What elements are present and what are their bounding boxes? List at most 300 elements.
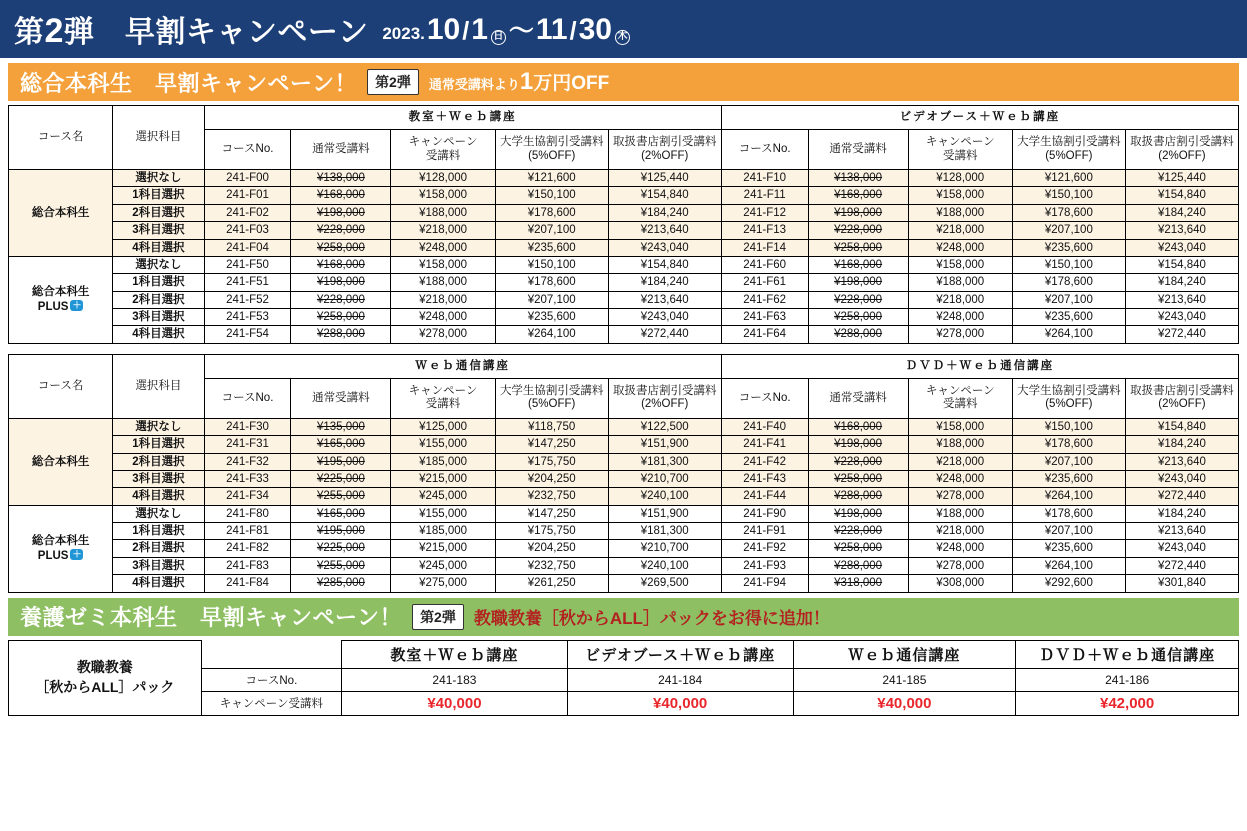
- normal-fee-cell: ¥168,000: [808, 187, 908, 204]
- campaign-fee-cell: ¥185,000: [391, 453, 495, 470]
- sogo-honkasei-band: [8, 63, 1239, 101]
- normal-fee-cell: ¥288,000: [808, 557, 908, 574]
- course-no-cell: 241-F11: [721, 187, 808, 204]
- course-no-cell: 241-F43: [721, 470, 808, 487]
- course-no-cell: 241-F60: [721, 256, 808, 273]
- col-normal-fee-left: 通常受講料: [291, 130, 391, 170]
- agency-fee-line2: (2%OFF): [641, 149, 689, 162]
- agency-fee-cell: ¥210,700: [608, 540, 721, 557]
- band-chip: 第2弾: [412, 604, 464, 630]
- coop-fee-cell: ¥178,600: [1012, 204, 1125, 221]
- coop-fee-cell: ¥178,600: [495, 204, 608, 221]
- course-no-cell: 241-F30: [204, 418, 291, 435]
- pack-fee-1: ¥40,000: [342, 691, 568, 715]
- agency-fee-cell: ¥151,900: [608, 505, 721, 522]
- normal-fee-cell: ¥255,000: [291, 488, 391, 505]
- table-row: [9, 204, 1239, 221]
- coop-fee-cell: ¥150,100: [495, 256, 608, 273]
- campaign-fee-line2: 受講料: [942, 149, 978, 162]
- course-no-cell: 241-F91: [721, 523, 808, 540]
- coop-fee-cell: ¥232,750: [495, 488, 608, 505]
- note-unit: 万円: [533, 73, 572, 94]
- table-row: [9, 239, 1239, 256]
- agency-fee-cell: ¥213,640: [1125, 222, 1238, 239]
- course-label-line1: 総合本科生: [31, 535, 90, 548]
- date-month-start: 10: [426, 13, 461, 46]
- yogo-zemi-band: [8, 598, 1239, 636]
- pack-fee-3: ¥40,000: [793, 691, 1016, 715]
- campaign-period: [382, 11, 631, 47]
- normal-fee-cell: ¥258,000: [808, 470, 908, 487]
- course-no-cell: 241-F32: [204, 453, 291, 470]
- agency-fee-cell: ¥184,240: [1125, 274, 1238, 291]
- agency-fee-line2: (2%OFF): [1158, 149, 1206, 162]
- campaign-fee-line1: キャンペーン: [925, 136, 995, 149]
- course-label-line2: PLUS: [37, 300, 69, 313]
- table-row: [9, 523, 1239, 540]
- plus-icon: ＋: [72, 548, 82, 559]
- table-row: [9, 256, 1239, 273]
- campaign-fee-cell: ¥248,000: [908, 470, 1012, 487]
- col-normal-fee-left: 通常受講料: [291, 378, 391, 418]
- coop-fee-cell: ¥292,600: [1012, 575, 1125, 592]
- campaign-fee-cell: ¥248,000: [908, 239, 1012, 256]
- normal-fee-cell: ¥165,000: [291, 436, 391, 453]
- note-pre: 通常受講料より: [428, 77, 520, 92]
- price-table-2: [8, 354, 1239, 593]
- course-no-cell: 241-F62: [721, 291, 808, 308]
- campaign-fee-cell: ¥188,000: [908, 436, 1012, 453]
- campaign-fee-cell: ¥158,000: [908, 256, 1012, 273]
- normal-fee-cell: ¥255,000: [291, 557, 391, 574]
- course-no-cell: 241-F41: [721, 436, 808, 453]
- agency-fee-cell: ¥184,240: [608, 274, 721, 291]
- coop-fee-cell: ¥235,600: [495, 239, 608, 256]
- pack-course-title-2: ビデオブース＋Ｗｅｂ講座: [567, 640, 793, 668]
- coop-fee-cell: ¥150,100: [495, 187, 608, 204]
- campaign-fee-cell: ¥278,000: [391, 326, 495, 343]
- agency-fee-cell: ¥213,640: [608, 222, 721, 239]
- campaign-fee-cell: ¥158,000: [391, 187, 495, 204]
- select-subject-cell: 4科目選択: [113, 575, 204, 592]
- campaign-fee-cell: ¥155,000: [391, 505, 495, 522]
- note-off: OFF: [571, 73, 610, 94]
- course-no-cell: 241-F44: [721, 488, 808, 505]
- course-no-cell: 241-F63: [721, 309, 808, 326]
- normal-fee-cell: ¥258,000: [808, 540, 908, 557]
- normal-fee-cell: ¥165,000: [291, 505, 391, 522]
- agency-fee-cell: ¥243,040: [1125, 540, 1238, 557]
- select-subject-cell: 2科目選択: [113, 453, 204, 470]
- agency-fee-cell: ¥243,040: [1125, 309, 1238, 326]
- group-header-row: [9, 354, 1239, 378]
- coop-fee-cell: ¥235,600: [1012, 239, 1125, 256]
- coop-fee-cell: ¥204,250: [495, 470, 608, 487]
- col-course-no-left: コースNo.: [204, 378, 291, 418]
- campaign-fee-cell: ¥128,000: [908, 170, 1012, 187]
- select-subject-cell: 4科目選択: [113, 488, 204, 505]
- course-no-cell: 241-F04: [204, 239, 291, 256]
- table-row: [9, 505, 1239, 522]
- title-number: 2: [44, 12, 64, 50]
- coop-fee-line2: (5%OFF): [1045, 149, 1093, 162]
- title-post: 弾 早割キャンペーン: [63, 16, 369, 49]
- normal-fee-cell: ¥195,000: [291, 523, 391, 540]
- normal-fee-cell: ¥168,000: [808, 256, 908, 273]
- campaign-fee-cell: ¥218,000: [908, 291, 1012, 308]
- pack-row-label-no: コースNo.: [201, 668, 341, 691]
- select-subject-cell: 選択なし: [113, 170, 204, 187]
- normal-fee-cell: ¥288,000: [808, 326, 908, 343]
- pack-section: [8, 640, 1239, 716]
- normal-fee-cell: ¥228,000: [808, 453, 908, 470]
- title-pre: 第: [14, 16, 45, 49]
- select-subject-cell: 4科目選択: [113, 326, 204, 343]
- select-subject-cell: 3科目選択: [113, 470, 204, 487]
- agency-fee-cell: ¥184,240: [608, 204, 721, 221]
- table-row: [9, 453, 1239, 470]
- col-campaign-fee-left: [391, 130, 495, 170]
- coop-fee-cell: ¥175,750: [495, 523, 608, 540]
- agency-fee-cell: ¥181,300: [608, 453, 721, 470]
- agency-fee-cell: ¥243,040: [608, 309, 721, 326]
- agency-fee-cell: ¥154,840: [1125, 418, 1238, 435]
- course-no-cell: 241-F42: [721, 453, 808, 470]
- col-agency-fee-left: [608, 130, 721, 170]
- coop-fee-cell: ¥207,100: [1012, 453, 1125, 470]
- agency-fee-cell: ¥272,440: [608, 326, 721, 343]
- select-subject-cell: 1科目選択: [113, 274, 204, 291]
- col-select-subject: 選択科目: [113, 354, 204, 418]
- coop-fee-cell: ¥175,750: [495, 453, 608, 470]
- normal-fee-cell: ¥225,000: [291, 540, 391, 557]
- course-no-cell: 241-F34: [204, 488, 291, 505]
- normal-fee-cell: ¥228,000: [808, 291, 908, 308]
- coop-fee-cell: ¥235,600: [1012, 309, 1125, 326]
- band-note: 教職教養［秋からALL］パックをお得に追加！: [473, 609, 830, 628]
- table-row: [9, 326, 1239, 343]
- pack-course-no-3: 241-185: [793, 668, 1016, 691]
- course-label-line1: 総合本科生: [31, 286, 90, 299]
- normal-fee-cell: ¥228,000: [291, 291, 391, 308]
- campaign-fee-cell: ¥275,000: [391, 575, 495, 592]
- page-header: [0, 0, 1247, 58]
- agency-fee-cell: ¥272,440: [1125, 326, 1238, 343]
- date-day-end: 30: [578, 13, 612, 46]
- coop-fee-cell: ¥121,600: [495, 170, 608, 187]
- section-1-left-title: 教室＋Ｗｅｂ講座: [204, 106, 721, 130]
- col-course-name: コース名: [9, 106, 113, 170]
- normal-fee-cell: ¥225,000: [291, 470, 391, 487]
- agency-fee-cell: ¥181,300: [608, 523, 721, 540]
- coop-fee-cell: ¥178,600: [1012, 505, 1125, 522]
- weekday-start: 日: [491, 30, 506, 45]
- agency-fee-cell: ¥243,040: [1125, 239, 1238, 256]
- campaign-fee-cell: ¥248,000: [908, 309, 1012, 326]
- table-row: [9, 309, 1239, 326]
- campaign-fee-cell: ¥278,000: [908, 557, 1012, 574]
- normal-fee-cell: ¥288,000: [291, 326, 391, 343]
- agency-fee-cell: ¥154,840: [608, 256, 721, 273]
- course-no-cell: 241-F82: [204, 540, 291, 557]
- pack-header-row: [9, 640, 1239, 668]
- coop-fee-line2: (5%OFF): [1045, 398, 1093, 411]
- coop-fee-cell: ¥207,100: [1012, 291, 1125, 308]
- agency-fee-cell: ¥210,700: [608, 470, 721, 487]
- normal-fee-cell: ¥198,000: [808, 204, 908, 221]
- course-no-cell: 241-F83: [204, 557, 291, 574]
- coop-fee-cell: ¥150,100: [1012, 418, 1125, 435]
- course-no-cell: 241-F80: [204, 505, 291, 522]
- date-month-end: 11: [535, 13, 568, 46]
- plus-icon: ＋: [72, 299, 82, 310]
- select-subject-cell: 3科目選択: [113, 557, 204, 574]
- select-subject-cell: 選択なし: [113, 505, 204, 522]
- select-subject-cell: 3科目選択: [113, 222, 204, 239]
- agency-fee-cell: ¥213,640: [1125, 453, 1238, 470]
- course-no-cell: 241-F31: [204, 436, 291, 453]
- course-no-cell: 241-F84: [204, 575, 291, 592]
- campaign-fee-line1: キャンペーン: [408, 136, 478, 149]
- campaign-fee-cell: ¥248,000: [908, 540, 1012, 557]
- col-course-no-left: コースNo.: [204, 130, 291, 170]
- normal-fee-cell: ¥138,000: [808, 170, 908, 187]
- course-label-sogo-plus: [9, 256, 113, 343]
- date-sep-2: /: [569, 17, 577, 45]
- campaign-fee-line1: キャンペーン: [925, 385, 995, 398]
- col-select-subject: 選択科目: [113, 106, 204, 170]
- campaign-fee-cell: ¥188,000: [391, 204, 495, 221]
- campaign-fee-cell: ¥278,000: [908, 488, 1012, 505]
- agency-fee-cell: ¥301,840: [1125, 575, 1238, 592]
- col-course-no-right: コースNo.: [721, 378, 808, 418]
- price-section-1: [8, 105, 1239, 344]
- agency-fee-line1: 取扱書店割引受講料: [612, 385, 717, 398]
- campaign-fee-cell: ¥188,000: [908, 204, 1012, 221]
- course-no-cell: 241-F10: [721, 170, 808, 187]
- normal-fee-cell: ¥198,000: [808, 436, 908, 453]
- course-no-cell: 241-F81: [204, 523, 291, 540]
- pack-course-title-3: Ｗｅｂ通信講座: [793, 640, 1016, 668]
- course-no-cell: 241-F92: [721, 540, 808, 557]
- coop-fee-cell: ¥150,100: [1012, 187, 1125, 204]
- agency-fee-cell: ¥184,240: [1125, 505, 1238, 522]
- campaign-fee-line2: 受講料: [425, 149, 461, 162]
- select-subject-cell: 1科目選択: [113, 436, 204, 453]
- course-no-cell: 241-F90: [721, 505, 808, 522]
- campaign-fee-cell: ¥188,000: [391, 274, 495, 291]
- agency-fee-line1: 取扱書店割引受講料: [612, 136, 717, 149]
- campaign-fee-cell: ¥248,000: [391, 239, 495, 256]
- select-subject-cell: 2科目選択: [113, 204, 204, 221]
- normal-fee-cell: ¥318,000: [808, 575, 908, 592]
- course-label-sogo-plus: [9, 505, 113, 592]
- campaign-fee-cell: ¥245,000: [391, 488, 495, 505]
- campaign-fee-cell: ¥185,000: [391, 523, 495, 540]
- coop-fee-line1: 大学生協割引受講料: [1017, 385, 1121, 398]
- band-discount-note: [429, 68, 609, 96]
- campaign-fee-cell: ¥308,000: [908, 575, 1012, 592]
- campaign-fee-cell: ¥158,000: [908, 418, 1012, 435]
- course-label-sogo: 総合本科生: [9, 170, 113, 257]
- campaign-fee-cell: ¥218,000: [908, 222, 1012, 239]
- coop-fee-cell: ¥207,100: [1012, 523, 1125, 540]
- col-coop-fee-left: [495, 130, 608, 170]
- agency-fee-cell: ¥154,840: [608, 187, 721, 204]
- coop-fee-line2: (5%OFF): [528, 149, 576, 162]
- table-row: [9, 274, 1239, 291]
- normal-fee-cell: ¥228,000: [808, 523, 908, 540]
- agency-fee-cell: ¥272,440: [1125, 557, 1238, 574]
- group-header-row: [9, 106, 1239, 130]
- agency-fee-cell: ¥269,500: [608, 575, 721, 592]
- normal-fee-cell: ¥168,000: [291, 256, 391, 273]
- agency-fee-cell: ¥213,640: [1125, 523, 1238, 540]
- col-normal-fee-right: 通常受講料: [808, 378, 908, 418]
- normal-fee-cell: ¥168,000: [808, 418, 908, 435]
- pack-course-title-4: ＤＶＤ＋Ｗｅｂ通信講座: [1016, 640, 1239, 668]
- agency-fee-cell: ¥243,040: [608, 239, 721, 256]
- price-section-2: [8, 354, 1239, 593]
- table-row: [9, 470, 1239, 487]
- agency-fee-cell: ¥184,240: [1125, 436, 1238, 453]
- coop-fee-cell: ¥147,250: [495, 436, 608, 453]
- col-agency-fee-right: [1125, 130, 1238, 170]
- course-no-cell: 241-F13: [721, 222, 808, 239]
- col-course-name: コース名: [9, 354, 113, 418]
- agency-fee-line1: 取扱書店割引受講料: [1130, 136, 1234, 149]
- table-row: [9, 222, 1239, 239]
- course-no-cell: 241-F93: [721, 557, 808, 574]
- campaign-fee-cell: ¥218,000: [908, 523, 1012, 540]
- pack-table: [8, 640, 1239, 716]
- campaign-fee-cell: ¥125,000: [391, 418, 495, 435]
- table-row: [9, 418, 1239, 435]
- agency-fee-cell: ¥154,840: [1125, 187, 1238, 204]
- campaign-fee-cell: ¥215,000: [391, 470, 495, 487]
- agency-fee-cell: ¥272,440: [1125, 488, 1238, 505]
- normal-fee-cell: ¥258,000: [808, 239, 908, 256]
- agency-fee-cell: ¥213,640: [608, 291, 721, 308]
- coop-fee-cell: ¥235,600: [1012, 470, 1125, 487]
- agency-fee-cell: ¥154,840: [1125, 256, 1238, 273]
- agency-fee-cell: ¥151,900: [608, 436, 721, 453]
- select-subject-cell: 3科目選択: [113, 309, 204, 326]
- agency-fee-line2: (2%OFF): [1158, 398, 1206, 411]
- pack-course-no-1: 241-183: [342, 668, 568, 691]
- normal-fee-cell: ¥135,000: [291, 418, 391, 435]
- col-coop-fee-left: [495, 378, 608, 418]
- course-no-cell: 241-F03: [204, 222, 291, 239]
- normal-fee-cell: ¥198,000: [291, 274, 391, 291]
- course-no-cell: 241-F01: [204, 187, 291, 204]
- coop-fee-cell: ¥178,600: [1012, 436, 1125, 453]
- agency-fee-cell: ¥184,240: [1125, 204, 1238, 221]
- section-2-left-title: Ｗｅｂ通信講座: [204, 354, 721, 378]
- col-campaign-fee-right: [908, 130, 1012, 170]
- agency-fee-line2: (2%OFF): [641, 398, 689, 411]
- table-row: [9, 557, 1239, 574]
- coop-fee-cell: ¥235,600: [1012, 540, 1125, 557]
- coop-fee-cell: ¥207,100: [495, 222, 608, 239]
- course-no-cell: 241-F00: [204, 170, 291, 187]
- date-year: 2023.: [382, 24, 425, 43]
- col-coop-fee-right: [1012, 130, 1125, 170]
- table-row: [9, 488, 1239, 505]
- pack-course-no-2: 241-184: [567, 668, 793, 691]
- agency-fee-line1: 取扱書店割引受講料: [1130, 385, 1234, 398]
- section-1-right-title: ビデオブース＋Ｗｅｂ講座: [721, 106, 1238, 130]
- weekday-end: 木: [615, 30, 630, 45]
- coop-fee-cell: ¥235,600: [495, 309, 608, 326]
- coop-fee-cell: ¥207,100: [495, 291, 608, 308]
- pack-fee-4: ¥42,000: [1016, 691, 1239, 715]
- coop-fee-cell: ¥178,600: [495, 274, 608, 291]
- coop-fee-cell: ¥150,100: [1012, 256, 1125, 273]
- col-agency-fee-right: [1125, 378, 1238, 418]
- pack-course-title-1: 教室＋Ｗｅｂ講座: [342, 640, 568, 668]
- col-agency-fee-left: [608, 378, 721, 418]
- select-subject-cell: 4科目選択: [113, 239, 204, 256]
- normal-fee-cell: ¥195,000: [291, 453, 391, 470]
- course-no-cell: 241-F02: [204, 204, 291, 221]
- col-normal-fee-right: 通常受講料: [808, 130, 908, 170]
- coop-fee-cell: ¥204,250: [495, 540, 608, 557]
- coop-fee-line1: 大学生協割引受講料: [1017, 136, 1121, 149]
- agency-fee-cell: ¥213,640: [1125, 291, 1238, 308]
- table-row: [9, 540, 1239, 557]
- campaign-fee-cell: ¥218,000: [391, 291, 495, 308]
- pack-name-line2: ［秋からALL］パック: [35, 678, 175, 695]
- normal-fee-cell: ¥258,000: [291, 239, 391, 256]
- pack-name: [9, 640, 202, 715]
- course-no-cell: 241-F53: [204, 309, 291, 326]
- campaign-fee-cell: ¥188,000: [908, 274, 1012, 291]
- coop-fee-cell: ¥264,100: [1012, 557, 1125, 574]
- course-no-cell: 241-F52: [204, 291, 291, 308]
- page-title: [14, 7, 368, 51]
- campaign-fee-cell: ¥155,000: [391, 436, 495, 453]
- normal-fee-cell: ¥198,000: [808, 505, 908, 522]
- pack-row-label-fee: キャンペーン受講料: [201, 691, 341, 715]
- price-table-1: [8, 105, 1239, 344]
- course-no-cell: 241-F40: [721, 418, 808, 435]
- agency-fee-cell: ¥125,440: [1125, 170, 1238, 187]
- course-no-cell: 241-F12: [721, 204, 808, 221]
- course-no-cell: 241-F61: [721, 274, 808, 291]
- course-no-cell: 241-F54: [204, 326, 291, 343]
- campaign-fee-cell: ¥218,000: [391, 222, 495, 239]
- date-day-start: 1: [471, 13, 488, 46]
- agency-fee-cell: ¥125,440: [608, 170, 721, 187]
- normal-fee-cell: ¥138,000: [291, 170, 391, 187]
- course-no-cell: 241-F51: [204, 274, 291, 291]
- campaign-fee-cell: ¥128,000: [391, 170, 495, 187]
- note-amount: 1: [519, 68, 534, 95]
- pack-fee-2: ¥40,000: [567, 691, 793, 715]
- course-no-cell: 241-F94: [721, 575, 808, 592]
- course-no-cell: 241-F33: [204, 470, 291, 487]
- table-row: [9, 187, 1239, 204]
- select-subject-cell: 選択なし: [113, 256, 204, 273]
- normal-fee-cell: ¥168,000: [291, 187, 391, 204]
- normal-fee-cell: ¥228,000: [808, 222, 908, 239]
- campaign-fee-line2: 受講料: [425, 398, 461, 411]
- normal-fee-cell: ¥285,000: [291, 575, 391, 592]
- agency-fee-cell: ¥243,040: [1125, 470, 1238, 487]
- coop-fee-line1: 大学生協割引受講料: [499, 136, 604, 149]
- band-title: 養護ゼミ本科生 早割キャンペーン！: [20, 605, 403, 630]
